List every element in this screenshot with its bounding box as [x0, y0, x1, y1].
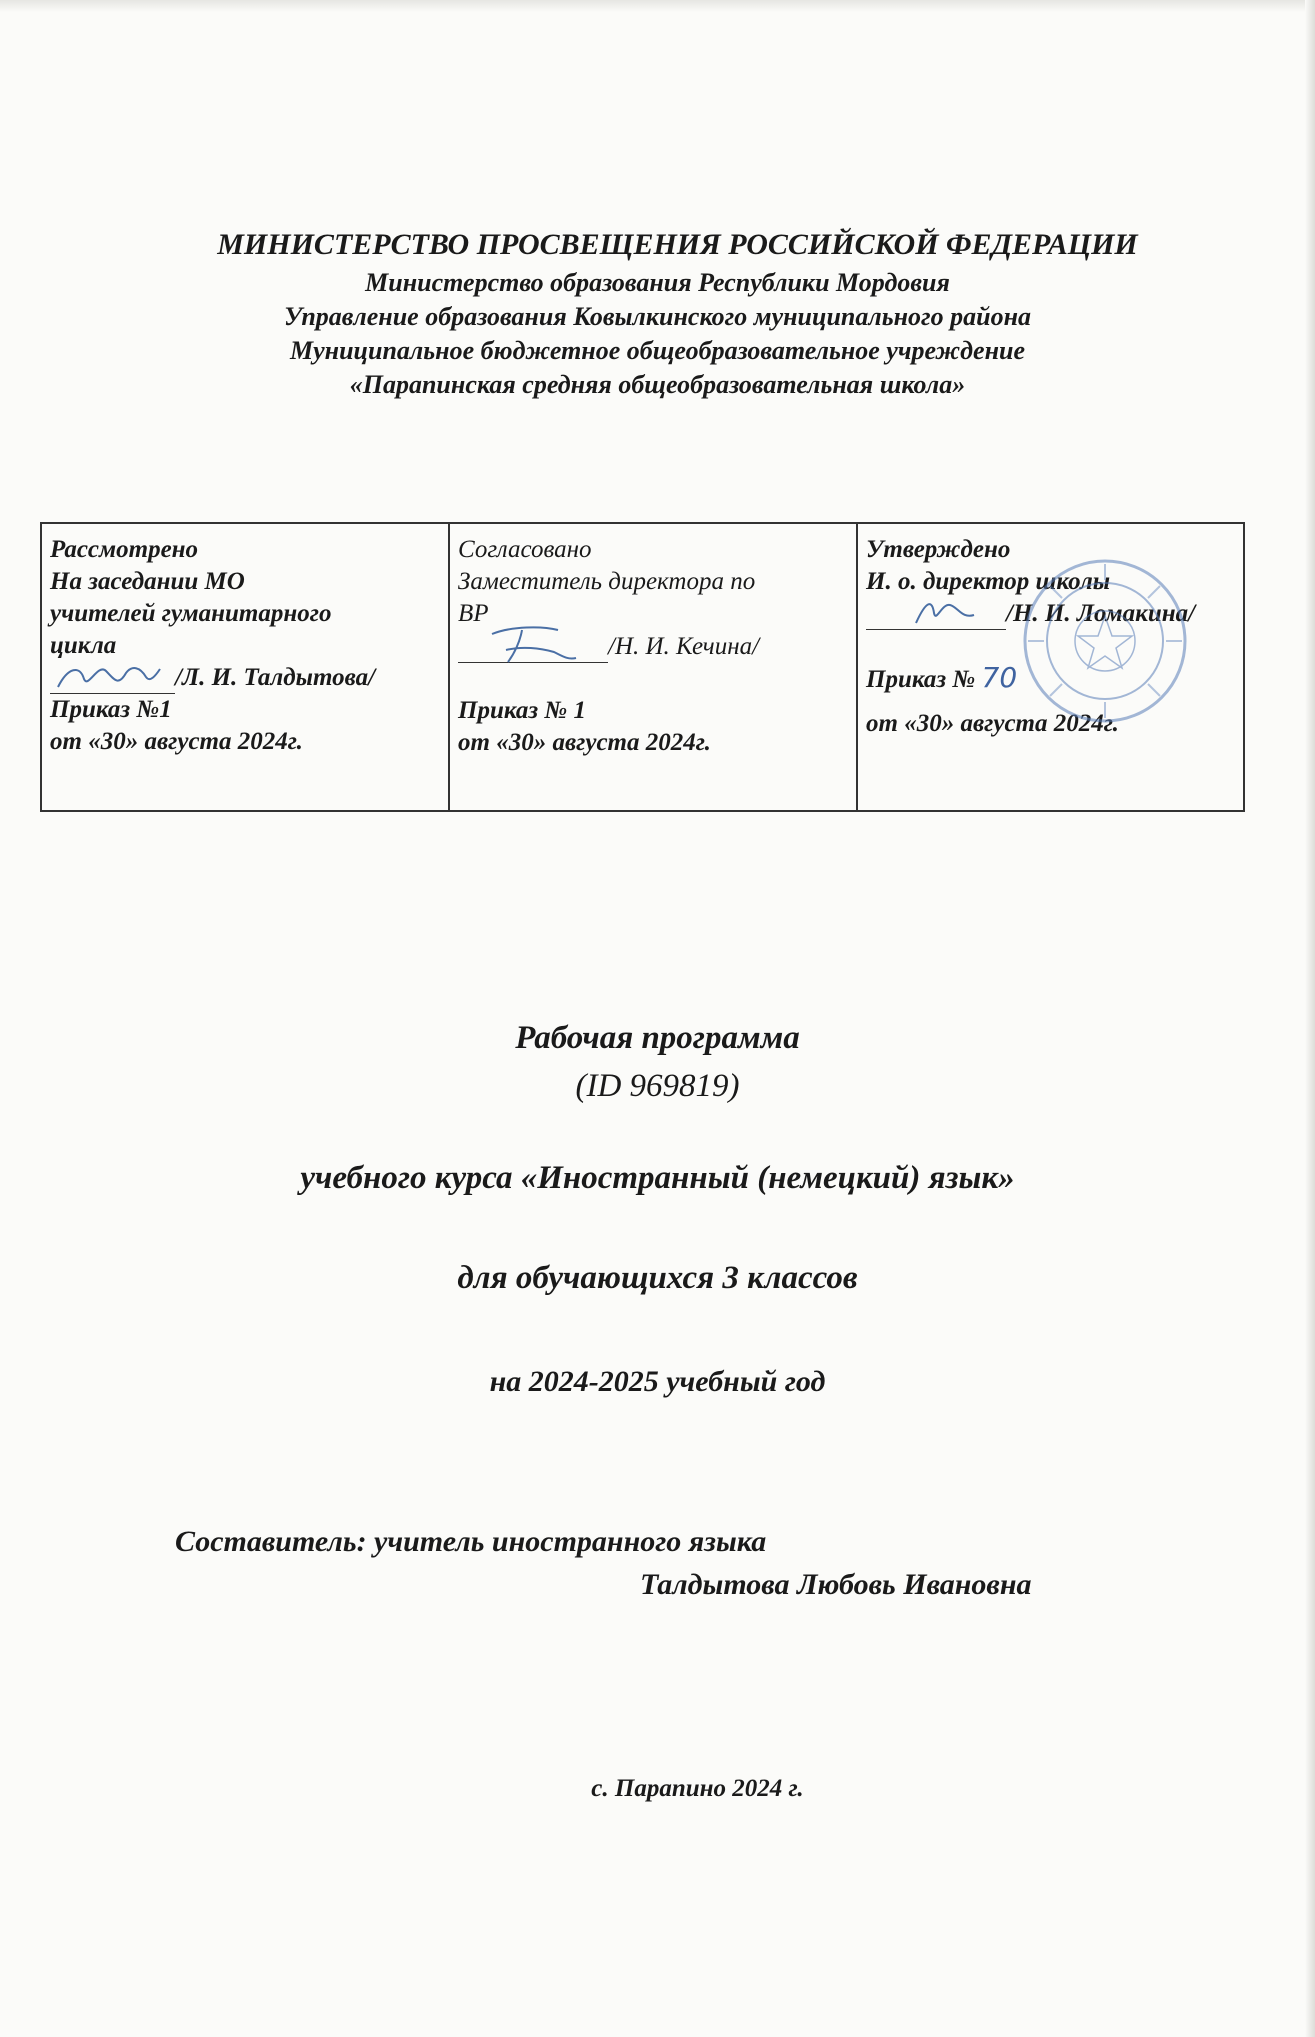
- department: Управление образования Ковылкинского муниципального района: [283, 302, 1032, 331]
- reviewed-heading: Рассмотрено: [50, 536, 199, 563]
- agreed-line1: Заместитель директора по: [458, 568, 756, 595]
- approved-order-number: 70: [981, 661, 1018, 694]
- reviewed-order: Приказ №1: [50, 696, 172, 723]
- institution-type: Муниципальное бюджетное общеобразовательное учреждение: [289, 336, 1026, 365]
- approved-line1: И. о. директор школы: [866, 568, 1111, 595]
- school-name: «Парапинская средняя общеобразовательная школа»: [349, 370, 966, 399]
- document-header: [0, 228, 1315, 402]
- agreed-date: от «30» августа 2024г.: [458, 729, 711, 756]
- school-seal-icon: [1020, 556, 1190, 726]
- signature-line: [866, 601, 1006, 630]
- agreed-heading: Согласовано: [458, 536, 592, 563]
- reviewed-date: от «30» августа 2024г.: [50, 728, 303, 755]
- program-id: (ID 969819): [575, 1068, 740, 1104]
- reviewed-signature-row: [50, 662, 440, 694]
- place-year: с. Парапино 2024 г.: [591, 1775, 804, 1802]
- signature-line: [458, 630, 608, 663]
- agreed-order: Приказ № 1: [458, 697, 587, 724]
- agreed-signature-row: [458, 630, 848, 663]
- ministry-title: МИНИСТЕРСТВО ПРОСВЕЩЕНИЯ РОССИЙСКОЙ ФЕДЕРАЦИИ: [217, 228, 1138, 261]
- agreed-signature: /Н. И. Кечина/: [608, 633, 760, 660]
- approved-heading: Утверждено: [866, 536, 1011, 563]
- spacer: [458, 663, 848, 695]
- signature-icon: [54, 657, 164, 697]
- author-name: Талдытова Любовь Ивановна: [640, 1568, 1032, 1601]
- course-name: учебного курса «Иностранный (немецкий) язык»: [300, 1160, 1015, 1196]
- program-title: Рабочая программа: [515, 1020, 800, 1056]
- audience: для обучающихся 3 классов: [457, 1260, 858, 1296]
- page-edge-top: [0, 0, 1315, 12]
- reviewed-line3: цикла: [50, 632, 117, 659]
- reviewed-cell: [41, 523, 449, 811]
- approved-signature: /Н. И. Ломакина/: [1006, 600, 1196, 627]
- reviewed-line1: На заседании МО: [50, 568, 245, 595]
- regional-ministry: Министерство образования Республики Мордовия: [365, 268, 950, 297]
- agreed-cell: [449, 523, 857, 811]
- signature-icon: [870, 593, 990, 633]
- signature-icon: [462, 622, 582, 666]
- reviewed-line2: учителей гуманитарного: [50, 600, 332, 627]
- academic-year: на 2024-2025 учебный год: [489, 1365, 826, 1398]
- reviewed-signature: /Л. И. Талдытова/: [175, 664, 376, 691]
- approved-date: от «30» августа 2024г.: [866, 710, 1119, 737]
- approved-order: Приказ №: [866, 666, 976, 693]
- author-role: Составитель: учитель иностранного языка: [175, 1525, 767, 1558]
- agreed-line2: ВР: [458, 600, 489, 627]
- signature-line: [50, 665, 175, 694]
